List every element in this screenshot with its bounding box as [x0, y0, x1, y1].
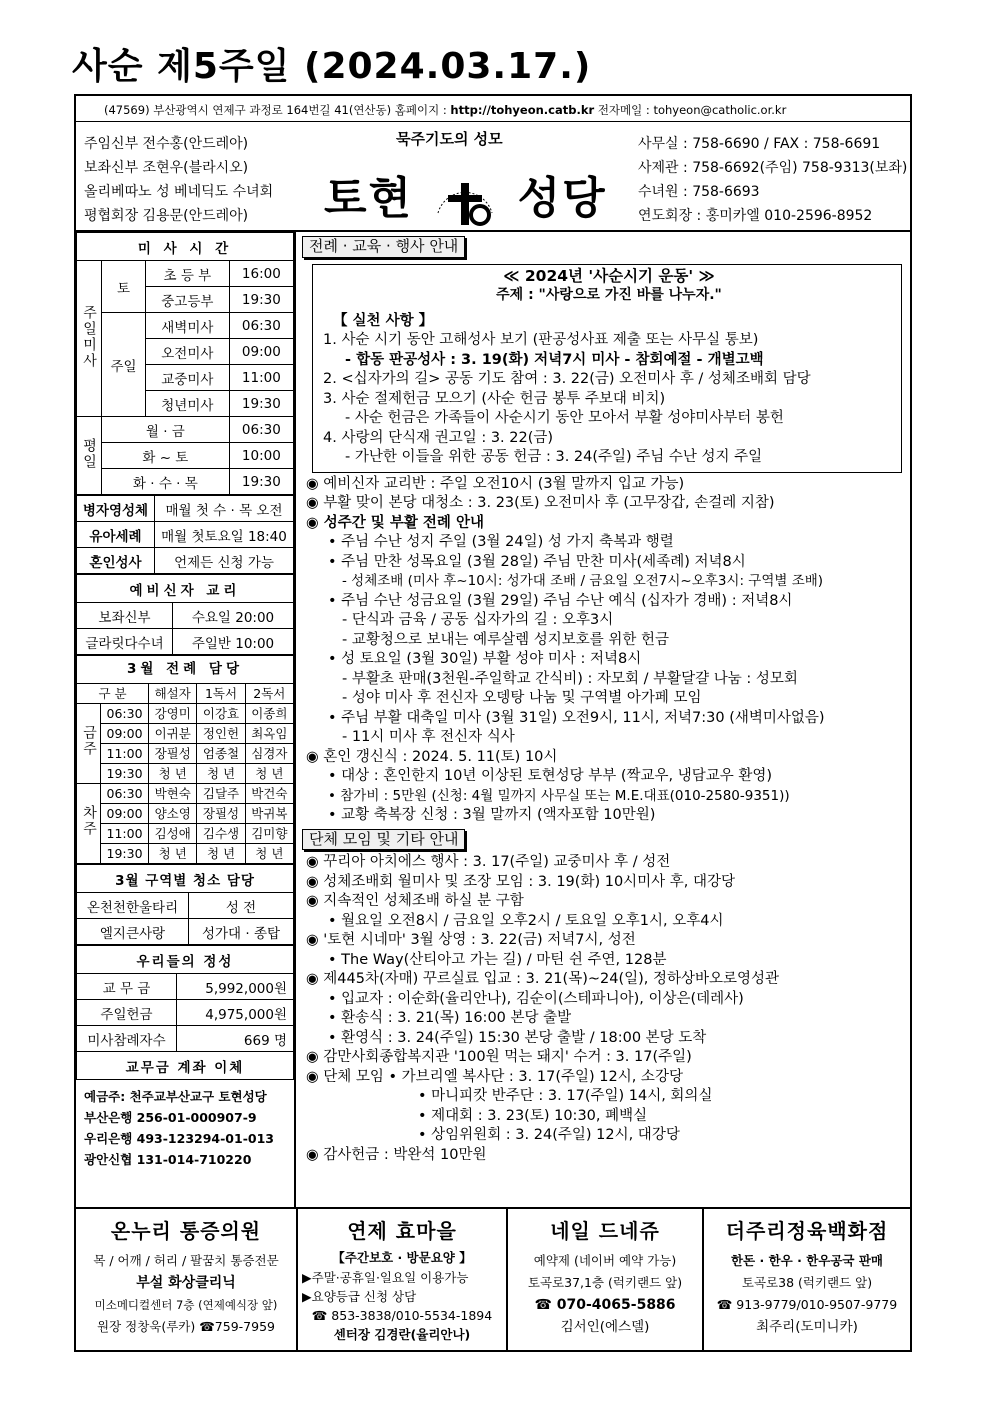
- sacrament-name: 유아세례: [77, 522, 155, 548]
- section-tag-liturgy: 전례 · 교육 · 행사 안내: [302, 236, 465, 258]
- ad-line: 예약제 (네이버 예약 가능): [533, 1253, 677, 1268]
- notice-detail: - 부활초 판매(3천원-주일학교 간식비) : 자모회 / 부활달걀 나눔 : 성모회: [342, 670, 798, 687]
- saturday-label: 토: [102, 261, 146, 313]
- account-info: [76, 1080, 294, 1176]
- catechumen-heading: 예비신자 교리: [77, 575, 294, 603]
- parish-header: [76, 122, 910, 232]
- contact-line: 수녀원 : 758-6693: [638, 184, 760, 200]
- ad-clinic: [76, 1209, 298, 1352]
- practice-sub: - 합동 판공성사 : 3. 19(화) 저녁7시 미사 - 참회예절 - 개별고백: [345, 351, 764, 368]
- practice-item: 1. 사순 시기 동안 고해성사 보기 (판공성사표 제출 또는 사무실 통보): [323, 332, 759, 348]
- homepage-link[interactable]: http://tohyeon.catb.kr: [450, 103, 595, 117]
- ad-line: ☎ 853-3838/010-5534-1894: [311, 1308, 493, 1323]
- weekday-time: 19:30: [229, 469, 293, 495]
- liturgy-col: 구 분: [77, 684, 149, 704]
- notice-item: ◉ 지속적인 성체조배 하실 분 구함: [306, 893, 524, 909]
- weekday-days: 화 ~ 토: [102, 443, 230, 469]
- liturgy-notices: [298, 475, 910, 826]
- mass-times-table: [76, 232, 294, 495]
- liturgy-cell: 장필성: [149, 744, 197, 764]
- next-week-label: 차주: [77, 784, 101, 864]
- section-tag-groups: 단체 모임 및 기타 안내: [302, 829, 465, 851]
- lent-campaign-theme: 주제 : "사랑으로 가진 바를 나누자.": [496, 287, 722, 303]
- cleaning-table: [76, 864, 294, 945]
- weekday-time: 10:00: [229, 443, 293, 469]
- liturgy-time: 19:30: [101, 764, 149, 784]
- notice-sub: • 환영식 : 3. 24(주일) 15:30 본당 출발 / 18:00 본당 도착: [328, 1029, 707, 1046]
- liturgy-cell: 청 년: [149, 764, 197, 784]
- weekday-days: 화 · 수 · 목: [102, 469, 230, 495]
- notice-sub: • 성 토요일 (3월 30일) 부활 성야 미사 : 저녁8시: [328, 651, 642, 667]
- liturgy-cell: 청 년: [149, 844, 197, 864]
- notice-item: ◉ '토현 시네마' 3월 상영 : 3. 22(금) 저녁7시, 성전: [306, 932, 636, 948]
- clergy-line: 올리베따노 성 베네딕도 수녀회: [84, 184, 274, 200]
- liturgy-cell: 김달주: [197, 784, 245, 804]
- liturgy-table: [76, 655, 294, 864]
- liturgy-cell: 엄종철: [197, 744, 245, 764]
- notice-detail: - 11시 미사 후 전신자 식사: [342, 729, 515, 745]
- group-notices: [298, 853, 910, 1165]
- address-bar: [76, 96, 910, 122]
- notice-sub: • 월요일 오전8시 / 금요일 오후2시 / 토요일 오후1시, 오후4시: [328, 912, 724, 929]
- notice-sub: • 주님 부활 대축일 미사 (3월 31일) 오전9시, 11시, 저녁7:30 (새벽미사없음): [328, 709, 825, 726]
- catechumen-time: 주일반 10:00: [173, 629, 294, 655]
- liturgy-cell: 심경자: [245, 744, 293, 764]
- account-heading: 교무금 계좌 이체: [77, 1052, 294, 1080]
- mass-name: 청년미사: [146, 391, 230, 417]
- liturgy-time: 06:30: [101, 704, 149, 724]
- ad-line: 토곡로38 (럭키랜드 앞): [741, 1275, 873, 1290]
- notice-sub: • 주님 수난 성금요일 (3월 29일) 주님 수난 예식 (십자가 경배) : 저녁8시: [328, 592, 793, 609]
- notice-item: ◉ 감만사회종합복지관 '100원 먹는 돼지' 수거 : 3. 17(주일): [306, 1049, 692, 1065]
- ad-line: ☎ 913-9779/010-9507-9779: [716, 1297, 898, 1312]
- offering-heading: 우리들의 정성: [77, 946, 294, 974]
- liturgy-cell: 청 년: [245, 844, 293, 864]
- liturgy-cell: 김미향: [245, 824, 293, 844]
- notice-item: ◉ 성체조배회 월미사 및 조장 모임 : 3. 19(화) 10시미사 후, 대강당: [306, 873, 736, 890]
- liturgy-time: 19:30: [101, 844, 149, 864]
- cleaning-district: 엘지큰사랑: [77, 919, 189, 945]
- email-text: 전자메일 : tohyeon@catholic.or.kr: [594, 103, 787, 117]
- parish-logo: [324, 162, 607, 231]
- sacrament-name: 병자영성체: [77, 496, 155, 522]
- account-line: 예금주: 천주교부산교구 토현성당: [84, 1089, 267, 1104]
- account-line: 부산은행 256-01-000907-9: [84, 1110, 257, 1125]
- notice-sub: • 환송식 : 3. 21(목) 16:00 본당 출발: [328, 1010, 572, 1026]
- logo-text-right: 성당: [517, 173, 607, 224]
- ad-line: ▶요양등급 신청 상담: [302, 1289, 417, 1304]
- liturgy-time: 09:00: [101, 804, 149, 824]
- catechumen-time: 수요일 20:00: [173, 603, 294, 629]
- liturgy-cell: 장필성: [197, 804, 245, 824]
- mass-time: 16:00: [229, 261, 293, 287]
- ad-name: 네일 드네쥬: [550, 1219, 660, 1243]
- clergy-list: [84, 132, 273, 228]
- catechumen-teacher: 보좌신부: [77, 603, 173, 629]
- notice-detail: - 교황청으로 보내는 예루살렘 성지보호를 위한 헌금: [342, 631, 670, 648]
- catechumen-table: [76, 574, 294, 655]
- liturgy-cell: 김수생: [197, 824, 245, 844]
- offering-table: [76, 945, 294, 1080]
- notice-detail: - 성체조배 (미사 후~10시: 성가대 조배 / 금요일 오전7시~오후3시: 구역별 조배): [342, 573, 824, 589]
- liturgy-time: 11:00: [101, 744, 149, 764]
- mass-times-heading: 미 사 시 간: [77, 233, 294, 261]
- sacrament-name: 혼인성사: [77, 548, 155, 574]
- notice-sub: • 상임위원회 : 3. 24(주일) 12시, 대강당: [418, 1127, 680, 1143]
- weekday-days: 월 · 금: [102, 417, 230, 443]
- liturgy-heading: 3월 전례 담당: [77, 656, 294, 684]
- ad-line: 미소메디컬센터 7층 (연제예식장 앞): [94, 1298, 278, 1312]
- cleaning-area: 성 전: [189, 893, 294, 919]
- mass-time: 19:30: [229, 287, 293, 313]
- left-column: [76, 232, 296, 1207]
- liturgy-cell: 박건숙: [245, 784, 293, 804]
- ad-name: 온누리 통증의원: [110, 1219, 262, 1243]
- offering-amount: 5,992,000원: [177, 974, 294, 1000]
- liturgy-time: 09:00: [101, 724, 149, 744]
- address-text: (47569) 부산광역시 연제구 과정로 164번길 41(연산동) 홈페이지 :: [104, 103, 451, 117]
- offering-label: 주일헌금: [77, 1000, 177, 1026]
- liturgy-cell: 청 년: [245, 764, 293, 784]
- liturgy-cell: 정인헌: [197, 724, 245, 744]
- mass-time: 06:30: [229, 313, 293, 339]
- ad-line: 목 / 어깨 / 허리 / 팔꿈치 통증전문: [93, 1253, 279, 1268]
- ad-line: 한돈 · 한우 · 한우공국 판매: [730, 1253, 883, 1268]
- offering-amount: 4,975,000원: [177, 1000, 294, 1026]
- notice-sub: • 참가비 : 5만원 (신청: 4월 밀까지 사무실 또는 M.E.대표(010-2580-9351)): [328, 787, 790, 804]
- practice-item: 3. 사순 절제헌금 모으기 (사순 헌금 봉투 주보대 비치): [323, 390, 666, 407]
- ad-nail: [508, 1209, 704, 1352]
- liturgy-cell: 이귀분: [149, 724, 197, 744]
- notice-sub: • 입교자 : 이순화(율리안나), 김순이(스테파니아), 이상은(데레사): [328, 990, 744, 1007]
- cleaning-area: 성가대 · 종탑: [189, 919, 294, 945]
- notice-item: ◉ 꾸리아 아치에스 행사 : 3. 17(주일) 교중미사 후 / 성전: [306, 854, 671, 870]
- liturgy-cell: 청 년: [197, 844, 245, 864]
- weekday-label: 평일: [77, 417, 102, 495]
- mass-name: 초 등 부: [146, 261, 230, 287]
- cross-emblem-icon: [430, 171, 500, 231]
- attendance-count: 669 명: [177, 1026, 294, 1052]
- clergy-line: 보좌신부 조현우(블라시오): [84, 160, 249, 176]
- offering-label: 교 무 금: [77, 974, 177, 1000]
- ad-line: 최주리(도미니카): [756, 1319, 858, 1335]
- liturgy-time: 11:00: [101, 824, 149, 844]
- practice-sub: - 사순 헌금은 가족들이 사순시기 동안 모아서 부활 성야미사부터 봉헌: [345, 410, 784, 426]
- liturgy-cell: 이종희: [245, 704, 293, 724]
- liturgy-time: 06:30: [101, 784, 149, 804]
- clergy-line: 평협회장 김용문(안드레아): [84, 208, 249, 224]
- lent-campaign-title: ≪ 2024년 '사순시기 운동' ≫: [503, 266, 715, 285]
- liturgy-cell: 청 년: [197, 764, 245, 784]
- contact-line: 사제관 : 758-6692(주임) 758-9313(보좌): [638, 160, 908, 176]
- practice-item: 4. 사랑의 단식재 권고일 : 3. 22(금): [323, 429, 554, 446]
- ad-line: 김서인(에스델): [560, 1319, 650, 1335]
- notice-detail: - 단식과 금육 / 공동 십자가의 길 : 오후3시: [342, 612, 614, 628]
- notice-item: ◉ 제445차(자매) 꾸르실료 입교 : 3. 21(목)~24(일), 정하상바오로영성관: [306, 971, 780, 987]
- practice-item: 2. <십자가의 길> 공동 기도 참여 : 3. 22(금) 오전미사 후 / 성체조배회 담당: [323, 371, 811, 387]
- practice-heading: 【 실천 사항 】: [333, 312, 434, 329]
- practice-sub: - 가난한 이들을 위한 공동 헌금 : 3. 24(주일) 주님 수난 성지 주일: [345, 449, 763, 465]
- cleaning-heading: 3월 구역별 청소 담당: [77, 865, 294, 893]
- notice-item: ◉ 성주간 및 부활 전례 안내: [306, 514, 484, 531]
- notice-item: ◉ 혼인 갱신식 : 2024. 5. 11(토) 10시: [306, 748, 558, 765]
- account-line: 광안신협 131-014-710220: [84, 1152, 252, 1167]
- notice-item: ◉ 단체 모임 • 가브리엘 복사단 : 3. 17(주일) 12시, 소강당: [306, 1068, 683, 1085]
- liturgy-cell: 강영미: [149, 704, 197, 724]
- logo-subtitle: 묵주기도의 성모: [396, 130, 503, 148]
- liturgy-cell: 박귀복: [245, 804, 293, 824]
- notice-detail: - 성야 미사 후 전신자 오뎅탕 나눔 및 구역별 아가페 모임: [342, 690, 702, 706]
- lent-campaign-box: [312, 264, 902, 473]
- ad-line: 부설 화상클리닉: [136, 1275, 236, 1291]
- sunday-label: 주일: [102, 313, 146, 417]
- liturgy-cell: 박현숙: [149, 784, 197, 804]
- notice-sub: • 마니피캇 반주단 : 3. 17(주일) 14시, 회의실: [418, 1088, 713, 1104]
- liturgy-cell: 김성애: [149, 824, 197, 844]
- notice-sub: • 교황 축복장 신청 : 3월 말까지 (액자포함 10만원): [328, 807, 656, 823]
- mass-time: 09:00: [229, 339, 293, 365]
- liturgy-cell: 최옥임: [245, 724, 293, 744]
- contact-line: 사무실 : 758-6690 / FAX : 758-6691: [638, 136, 881, 152]
- ad-line: ☎ 070-4065-5886: [534, 1297, 676, 1313]
- ad-butcher: [704, 1209, 910, 1352]
- notice-item: ◉ 감사헌금 : 박완석 10만원: [306, 1146, 487, 1163]
- mass-name: 오전미사: [146, 339, 230, 365]
- sponsor-ads: [76, 1207, 910, 1352]
- logo-text-left: 토현: [324, 173, 414, 224]
- right-column: [298, 232, 910, 1207]
- notice-item: ◉ 부활 맞이 본당 대청소 : 3. 23(토) 오전미사 후 (고무장갑, 손걸레 지참): [306, 495, 775, 511]
- mass-name: 중고등부: [146, 287, 230, 313]
- ad-line: ▶주말·공휴일·일요일 이용가능: [302, 1270, 469, 1285]
- contact-list: [638, 132, 907, 228]
- mass-time: 19:30: [229, 391, 293, 417]
- sacraments-table: [76, 495, 294, 574]
- ad-line: 토곡로37,1층 (럭키랜드 앞): [527, 1275, 683, 1290]
- notice-sub: • 제대회 : 3. 23(토) 10:30, 폐백실: [418, 1107, 648, 1124]
- mass-time: 11:00: [229, 365, 293, 391]
- clergy-line: 주임신부 전수홍(안드레아): [84, 136, 249, 152]
- liturgy-col: 해설자: [149, 684, 197, 704]
- cleaning-district: 온천천한울타리: [77, 893, 189, 919]
- ad-line: 센터장 김경란(율리안나): [333, 1327, 471, 1342]
- ad-care-center: [298, 1209, 508, 1352]
- contact-line: 연도회장 : 홍미카엘 010-2596-8952: [638, 208, 873, 224]
- notice-sub: • The Way(산티아고 가는 길) / 마틴 쉰 주연, 128분: [328, 951, 667, 968]
- offering-label: 미사참례자수: [77, 1026, 177, 1052]
- notice-sub: • 주님 수난 성지 주일 (3월 24일) 성 가지 축복과 행렬: [328, 534, 674, 550]
- sacrament-info: 매월 첫토요일 18:40: [155, 522, 294, 548]
- ad-line: 원장 정창욱(루카) ☎759-7959: [97, 1319, 275, 1334]
- sacrament-info: 언제든 신청 가능: [155, 548, 294, 574]
- notice-item: ◉ 예비신자 교리반 : 주일 오전10시 (3월 말까지 입교 가능): [306, 475, 685, 492]
- liturgy-col: 2독서: [245, 684, 293, 704]
- liturgy-cell: 이강효: [197, 704, 245, 724]
- weekday-time: 06:30: [229, 417, 293, 443]
- ad-name: 연제 효마을: [347, 1219, 457, 1243]
- ad-name: 더주리정육백화점: [725, 1219, 889, 1243]
- bulletin-frame: [74, 94, 912, 1352]
- sunday-mass-label: 주일미사: [77, 261, 102, 417]
- liturgy-cell: 양소영: [149, 804, 197, 824]
- mass-name: 새벽미사: [146, 313, 230, 339]
- notice-sub: • 대상 : 혼인한지 10년 이상된 토현성당 부부 (짝교우, 냉담교우 환영): [328, 768, 773, 784]
- page-title: 사순 제5주일 (2024.03.17.): [72, 46, 592, 87]
- ad-line: 【주간보호 · 방문요양 】: [332, 1250, 472, 1265]
- mass-name: 교중미사: [146, 365, 230, 391]
- notice-sub: • 주님 만찬 성목요일 (3월 28일) 주님 만찬 미사(세족례) 저녁8시: [328, 553, 746, 570]
- account-line: 우리은행 493-123294-01-013: [84, 1131, 274, 1146]
- catechumen-teacher: 글라릿다수녀: [77, 629, 173, 655]
- this-week-label: 금주: [77, 704, 101, 784]
- sacrament-info: 매월 첫 수 · 목 오전: [155, 496, 294, 522]
- liturgy-col: 1독서: [197, 684, 245, 704]
